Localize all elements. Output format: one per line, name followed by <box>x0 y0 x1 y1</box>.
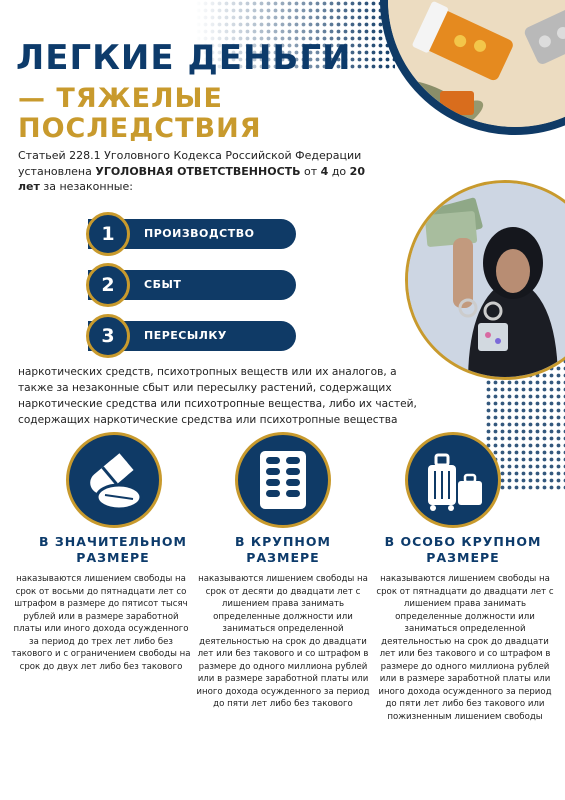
column-1-heading-line2: РАЗМЕРЕ <box>76 550 150 565</box>
column-1-heading <box>23 534 203 566</box>
step-2-label: СБЫТ <box>144 278 182 291</box>
column-3-heading-line2: РАЗМЕРЕ <box>426 550 500 565</box>
step-3-label: ПЕРЕСЫЛКУ <box>144 329 227 342</box>
pills-photo <box>380 0 565 135</box>
step-2-number: 2 <box>86 263 130 307</box>
column-2-heading <box>193 534 373 566</box>
column-3-text: наказываются лишением свободы на срок от пятнадцати до двадцати лет с лишением права занимать определенные должности или заниматься определенной деятельностью на срок до двадцати лет или без такового и со штрафом в размере до одного миллиона рублей или в размере заработной платы или иного дохода осужденного за период до пяти лет либо без такового или пожизненным лишением свободы <box>376 574 554 722</box>
pills-icon <box>66 432 162 528</box>
intro-text-2: от <box>300 164 321 178</box>
column-2-text: наказываются лишением свободы на срок от десяти до двадцати лет с лишением права занимать определенные должности или заниматься определенной деятельностью на срок до двадцати лет или без такового и со штрафом в размере до одного миллиона рублей или в размере заработной платы или иного дохода осужденного за период до пяти лет либо без такового <box>196 574 370 709</box>
intro-text-3: до <box>328 164 350 178</box>
column-3-heading-line1: В ОСОБО КРУПНОМ <box>384 534 542 549</box>
blister-pack-icon <box>235 432 331 528</box>
page-subtitle: — ТЯЖЕЛЫЕ ПОСЛЕДСТВИЯ <box>18 83 262 144</box>
step-3-number: 3 <box>86 314 130 358</box>
luggage-icon <box>405 432 501 528</box>
intro-text-4: за незаконные: <box>39 180 133 193</box>
intro-bold: УГОЛОВНАЯ ОТВЕТСТВЕННОСТЬ <box>95 164 301 178</box>
column-1-heading-line1: В ЗНАЧИТЕЛЬНОМ <box>39 534 187 549</box>
intro-paragraph <box>18 148 378 195</box>
handcuffed-person-photo <box>405 180 565 380</box>
column-2-heading-line2: РАЗМЕРЕ <box>246 550 320 565</box>
step-1-label: ПРОИЗВОДСТВО <box>144 227 255 240</box>
intro-text-1: Статьей 228.1 Уголовного Кодекса Российской Федерации установлена <box>18 149 362 178</box>
intro-from: 4 <box>320 164 329 178</box>
column-2-heading-line1: В КРУПНОМ <box>235 534 331 549</box>
page-title: ЛЕГКИЕ ДЕНЬГИ <box>16 38 352 78</box>
description-paragraph: наркотических средств, психотропных веществ или их аналогов, а также за незаконные сбыт или пересылку растений, содержащих наркотические средства или психотропные вещества, либо их частей, содержащих наркотические средства или психотропные вещества <box>18 366 417 426</box>
step-1-number: 1 <box>86 212 130 256</box>
intro-to: 20 лет <box>18 164 365 193</box>
column-3-heading <box>373 534 553 566</box>
column-1-text: наказываются лишением свободы на срок от восьми до пятнадцати лет со штрафом в размере до пятисот тысяч рублей или в размере заработной платы или иного дохода осужденного за период до трех лет либо без такового и с ограничением свободы на срок до двух лет либо без такового <box>11 574 191 672</box>
